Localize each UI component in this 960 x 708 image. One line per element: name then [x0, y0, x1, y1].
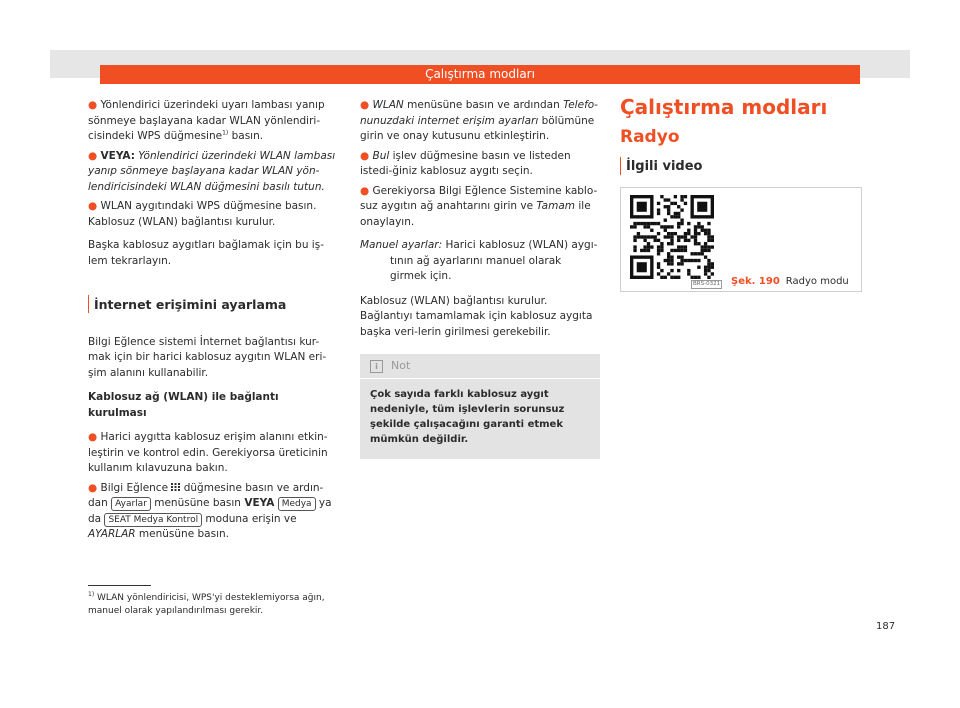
info-icon: i — [370, 360, 383, 373]
paragraph: Kablosuz (WLAN) bağlantısı kurulur. Bağlantıyı tamamlamak için kablosuz aygıta başka veri-lerin girilmesi gerekebilir. — [360, 294, 593, 338]
page-number: 187 — [876, 621, 896, 632]
definition-item: Manuel ayarlar: Harici kablosuz (WLAN) aygı-tının ağ ayarlarını manuel olarak girmek için. — [360, 239, 598, 282]
medya-key: Medya — [278, 497, 316, 511]
note-text: Çok sayıda farklı kablosuz aygıt nedeniyle, tüm işlevlerin sorunsuz şekilde çalışacağını garanti etmek mümkün değildir. — [370, 389, 565, 445]
list-item: ● WLAN menüsüne basın ve ardından Telefo-nunuzdaki internet erişim ayarları bölümüne girin ve onay kutusunu etkinleştirin. — [360, 99, 598, 142]
list-item: ● Bul işlev düğmesine basın ve listeden istedi-ğiniz kablosuz aygıtı seçin. — [360, 149, 571, 177]
section-title: Radyo — [620, 126, 680, 147]
paragraph: Başka kablosuz aygıtları bağlamak için bu iş-lem tekrarlayın. — [88, 239, 324, 267]
list-item: ● Gerekiyorsa Bilgi Eğlence Sistemine kablo-suz aygıtın ağ anahtarını girin ve Tamam ile onaylayın. — [360, 184, 598, 228]
note-title: Not — [391, 359, 411, 373]
column-left — [88, 98, 340, 547]
seat-medya-kontrol-key: SEAT Medya Kontrol — [104, 513, 202, 527]
page-header: Çalıştırma modları — [100, 65, 860, 84]
subheading: Kablosuz ağ (WLAN) ile bağlantı kurulması — [88, 391, 279, 419]
qr-code-icon[interactable] — [630, 195, 714, 279]
list-item: ● Harici aygıtta kablosuz erişim alanını etkin-leştirin ve kontrol edin. Gerekiyorsa üreticinin kullanım kılavuzuna bakın. — [88, 431, 328, 474]
apps-grid-icon — [171, 483, 180, 491]
ayarlar-key: Ayarlar — [111, 497, 151, 511]
section-heading: İnternet erişimini ayarlama — [88, 295, 340, 313]
figure-id: BRS-0321 — [693, 280, 721, 287]
section-heading: İlgili video — [620, 157, 860, 175]
column-right — [620, 95, 860, 292]
figure — [620, 187, 862, 292]
footnote-rule — [88, 585, 151, 586]
page-title: Çalıştırma modları — [620, 95, 828, 119]
list-item: ● VEYA: Yönlendirici üzerindeki WLAN lambası yanıp sönmeye başlayana kadar WLAN yön-lendiricisindeki WLAN düğmesini basılı tutun. — [88, 149, 336, 193]
paragraph: Bilgi Eğlence sistemi İnternet bağlantısı kur-mak için bir harici kablosuz aygıtın WLAN eri-şim alanını kullanabilir. — [88, 335, 327, 379]
list-item: ● Bilgi Eğlence düğmesine basın ve ardın-dan Ayarlar menüsüne basın VEYA Medya ya da SEAT Medya Kontrol moduna erişin ve AYARLAR menüsüne basın. — [88, 481, 332, 540]
figure-caption: Şek. 190 Radyo modu — [731, 275, 849, 287]
column-middle — [360, 98, 600, 459]
note-box — [360, 354, 600, 459]
footnote: $^{1)}$ WLAN yönlendiricisi, WPS'yi desteklemiyorsa ağın, manuel olarak yapılandırılması gerekir. — [88, 591, 325, 616]
list-item: ● Yönlendirici üzerindeki uyarı lambası yanıp sönmeye başlayana kadar WLAN yönlendiri-cisindeki WPS düğmesine$^{1)}$ basın. — [88, 99, 325, 142]
footnote-ref: 1) — [222, 129, 229, 137]
list-item: ● WLAN aygıtındaki WPS düğmesine basın. Kablosuz (WLAN) bağlantısı kurulur. — [88, 200, 317, 228]
